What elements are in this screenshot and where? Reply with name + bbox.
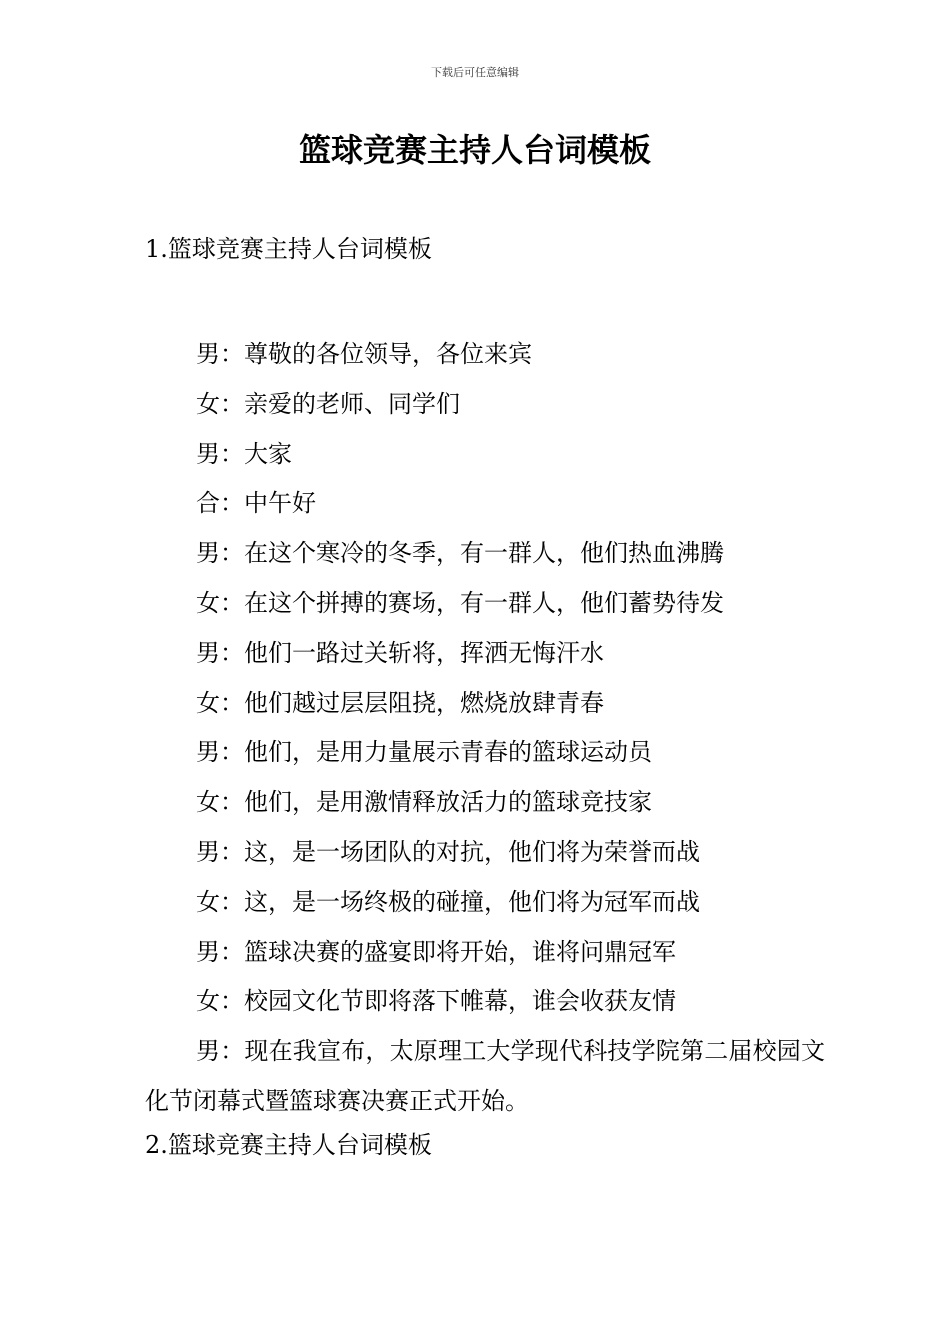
dialogue-line: 女：亲爱的老师、同学们 <box>196 389 460 418</box>
document-title: 篮球竞赛主持人台词模板 <box>298 131 651 169</box>
dialogue-list <box>145 330 825 1127</box>
header-note: 下载后可任意编辑 <box>431 66 519 79</box>
dialogue-line: 男：他们，是用力量展示青春的篮球运动员 <box>196 738 652 767</box>
dialogue-line-announcement: 男：现在我宣布，太原理工大学现代科技学院第二届校园文化节闭幕式暨篮球赛决赛正式开始。 <box>145 1037 825 1115</box>
dialogue-line: 女：这，是一场终极的碰撞，他们将为冠军而战 <box>196 887 700 916</box>
dialogue-line: 女：在这个拼搏的赛场，有一群人，他们蓄势待发 <box>196 588 724 617</box>
dialogue-line: 男：他们一路过关斩将，挥洒无悔汗水 <box>196 638 604 667</box>
dialogue-line: 男：在这个寒冷的冬季，有一群人，他们热血沸腾 <box>196 539 724 568</box>
dialogue-line: 女：他们，是用激情释放活力的篮球竞技家 <box>196 788 652 817</box>
dialogue-line: 男：大家 <box>196 439 292 468</box>
section-heading-1: 1.篮球竞赛主持人台词模板 <box>145 235 432 263</box>
dialogue-line: 男：尊敬的各位领导，各位来宾 <box>196 340 532 368</box>
dialogue-line: 女：他们越过层层阻挠，燃烧放肆青春 <box>196 688 604 717</box>
dialogue-line: 女：校园文化节即将落下帷幕，谁会收获友情 <box>196 987 676 1016</box>
dialogue-line: 男：篮球决赛的盛宴即将开始，谁将问鼎冠军 <box>196 937 676 966</box>
section-heading-2: 2.篮球竞赛主持人台词模板 <box>145 1131 432 1159</box>
dialogue-line: 合：中午好 <box>196 489 316 518</box>
dialogue-line: 男：这，是一场团队的对抗，他们将为荣誉而战 <box>196 837 700 866</box>
